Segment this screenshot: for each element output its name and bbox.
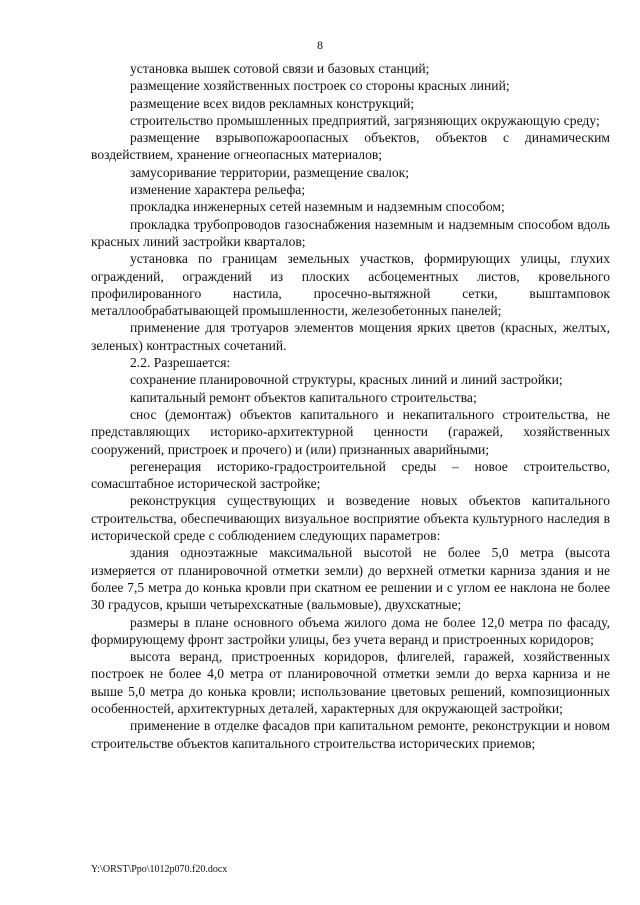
paragraph: строительство промышленных предприятий, загрязняющих окружающую среду; bbox=[130, 112, 600, 128]
paragraph: размещение всех видов рекламных конструкций; bbox=[130, 95, 415, 111]
page-number: 8 bbox=[317, 38, 323, 52]
paragraph: применение в отделке фасадов при капитальном ремонте, реконструкции и новом строительстве объектов капитального строительства исторических приемов; bbox=[91, 718, 610, 751]
paragraph: реконструкция существующих и возведение новых объектов капитального строительства, обеспечивающих визуальное восприятие объекта культурного наследия в исторической среде с соблюдением следующих параметров: bbox=[91, 493, 610, 544]
paragraph: прокладка трубопроводов газоснабжения наземным и надземным способом вдоль красных линий застройки кварталов; bbox=[91, 216, 610, 249]
footer-file-path: Y:\ORST\Ppo\1012p070.f20.docx bbox=[91, 864, 228, 875]
paragraph: регенерация историко-градостроительной среды – новое строительство, сомасштабное исторической застройке; bbox=[91, 458, 610, 492]
paragraph: размещение взрывопожароопасных объектов, объектов с динамическим воздействием, хранение огнеопасных материалов; bbox=[91, 130, 610, 163]
paragraph: применение для тротуаров элементов мощения ярких цветов (красных, желтых, зеленых) контрастных сочетаний. bbox=[91, 320, 610, 353]
paragraph: установка вышек сотовой связи и базовых станций; bbox=[130, 61, 430, 76]
paragraph: изменение характера рельефа; bbox=[130, 182, 306, 198]
paragraph: размещение хозяйственных построек со стороны красных линий; bbox=[130, 78, 510, 94]
paragraph: капитальный ремонт объектов капитального строительства; bbox=[130, 389, 477, 405]
paragraph: размеры в плане основного объема жилого дома не более 12,0 метра по фасаду, формирующему фронт застройки улицы, без учета веранд и пристроенных коридоров; bbox=[91, 614, 610, 647]
paragraph: здания одноэтажные максимальной высотой не более 5,0 метра (высота измеряется от планировочной отметки земли) до верхней отметки карниза здания и не более 7,5 метра до конька кровли при скатном ее решении и с углом ее наклона не более 30 градусов, крыши четырехскатные (вальмовые), двухскатные; bbox=[91, 545, 610, 613]
paragraph: сохранение планировочной структуры, красных линий и линий застройки; bbox=[130, 372, 563, 388]
paragraph: снос (демонтаж) объектов капитального и некапитального строительства, не представляющих историко-архитектурной ценности (гаражей, хозяйственных сооружений, пристроек и прочего) и (или) признанных аварийными; bbox=[91, 406, 610, 457]
paragraph: высота веранд, пристроенных коридоров, флигелей, гаражей, хозяйственных построек не более 4,0 метра от планировочной отметки земли до верха карниза и не выше 5,0 метра до конька кровли; использование цветовых решений, композиционных особенностей, архитектурных деталей, характерных для окружающей застройки; bbox=[91, 649, 610, 716]
section-heading: 2.2. Разрешается: bbox=[130, 355, 231, 371]
document-body bbox=[91, 60, 610, 752]
paragraph: прокладка инженерных сетей наземным и надземным способом; bbox=[130, 199, 505, 215]
paragraph: замусоривание территории, размещение свалок; bbox=[130, 164, 410, 180]
paragraph: установка по границам земельных участков, формирующих улицы, глухих ограждений, ограждений из плоских асбоцементных листов, кровельного профилированного настила, просечно-вытяжной сетки, выштамповок металлообрабатывающей промышленности, железобетонных панелей; bbox=[91, 251, 610, 319]
